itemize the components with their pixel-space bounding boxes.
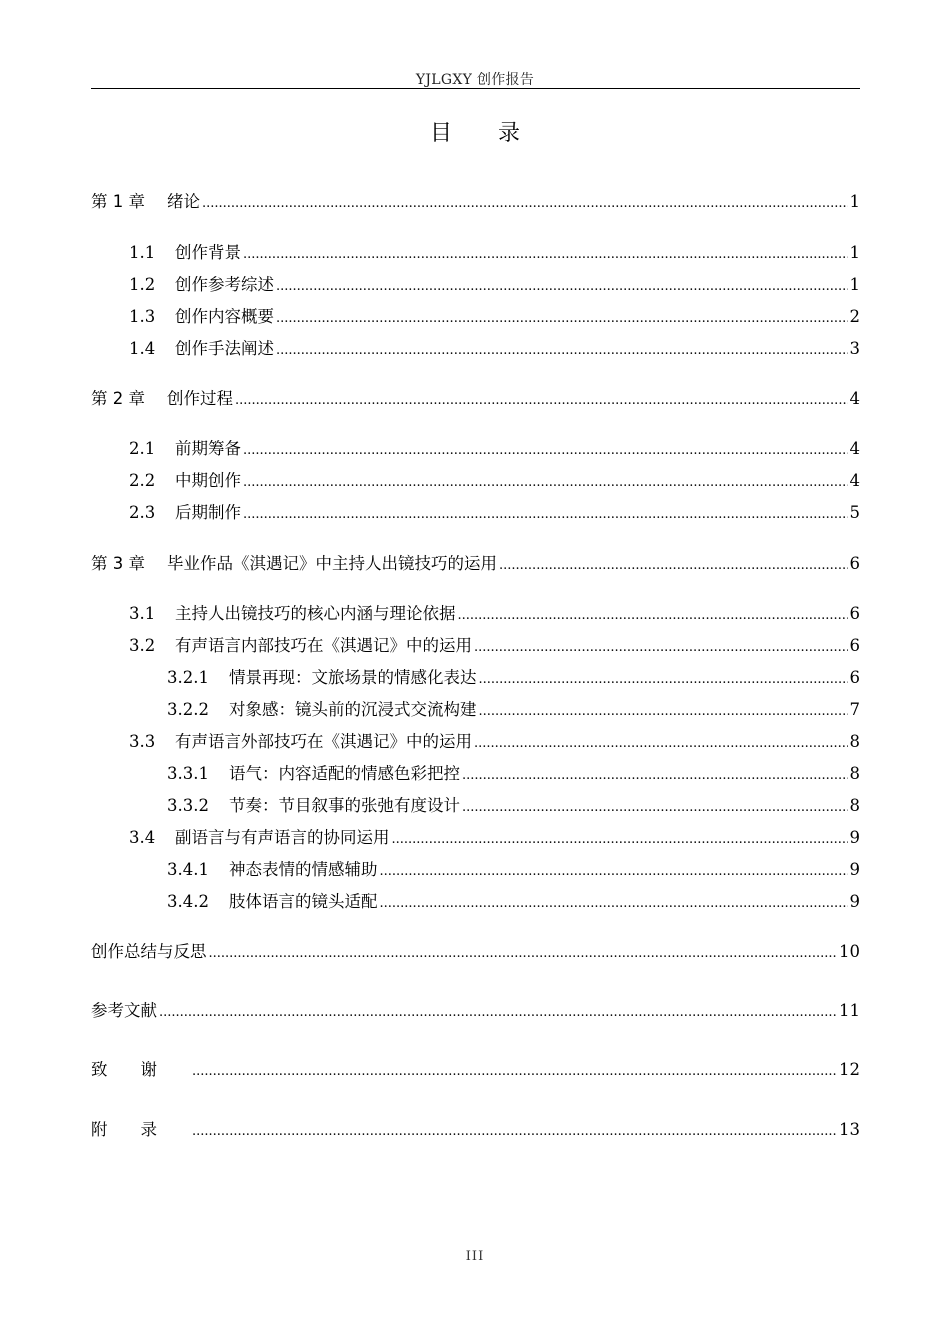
header-rule [91, 88, 860, 89]
toc-entry-title: 创作总结与反思 [91, 942, 207, 961]
toc-dot-leader [159, 1001, 837, 1025]
toc-entry[interactable] [167, 666, 860, 690]
toc-entry[interactable] [129, 634, 860, 658]
toc-entry-number: 3.2 [129, 636, 156, 655]
toc-entry-title: 毕业作品《淇遇记》中主持人出镜技巧的运用 [167, 554, 497, 573]
toc-dot-leader [458, 604, 848, 628]
toc-entry-page: 12 [839, 1060, 860, 1079]
toc-entry-title: 附录 [91, 1120, 190, 1139]
toc-dot-leader [276, 275, 848, 299]
toc-dot-leader [479, 668, 848, 692]
toc-entry-title: 有声语言内部技巧在《淇遇记》中的运用 [175, 636, 472, 655]
toc-entry[interactable] [129, 469, 860, 493]
toc-entry-title: 中期创作 [175, 471, 241, 490]
toc-dot-leader [380, 892, 848, 916]
toc-entry-number: 2.1 [129, 439, 156, 458]
toc-entry-title: 绪论 [167, 192, 200, 211]
toc-dot-leader [474, 636, 848, 660]
toc-entry-title: 前期筹备 [175, 439, 241, 458]
toc-dot-leader [276, 339, 848, 363]
toc-entry-number: 3.3.1 [167, 764, 209, 783]
toc-entry[interactable] [91, 1058, 860, 1082]
toc-entry[interactable] [167, 858, 860, 882]
toc-entry-number: 3.4.1 [167, 860, 209, 879]
toc-entry-number: 2.2 [129, 471, 156, 490]
toc-dot-leader [479, 700, 848, 724]
toc-entry-page: 9 [849, 828, 860, 847]
toc-dot-leader [235, 389, 848, 413]
toc-entry-page: 2 [849, 307, 860, 326]
toc-dot-leader [209, 942, 838, 966]
toc-dot-leader [474, 732, 848, 756]
toc-entry-page: 9 [849, 860, 860, 879]
toc-entry[interactable] [91, 1118, 860, 1142]
toc-entry-page: 6 [849, 636, 860, 655]
header-text: YJLGXY 创作报告 [415, 72, 535, 88]
toc-entry-page: 10 [839, 942, 860, 961]
toc-entry[interactable] [167, 890, 860, 914]
toc-entry-number: 3.4 [129, 828, 156, 847]
toc-entry-number: 1.2 [129, 275, 156, 294]
toc-entry-title: 语气：内容适配的情感色彩把控 [229, 764, 460, 783]
toc-entry-page: 6 [849, 604, 860, 623]
toc-dot-leader [499, 554, 848, 578]
toc-entry-title: 主持人出镜技巧的核心内涵与理论依据 [175, 604, 456, 623]
toc-entry-page: 8 [849, 764, 860, 783]
toc-entry-title: 致谢 [91, 1060, 190, 1079]
toc-dot-leader [380, 860, 848, 884]
toc-entry[interactable] [129, 241, 860, 265]
toc-entry[interactable] [91, 552, 860, 576]
toc-entry-number: 第 1 章 [91, 192, 145, 211]
toc-dot-leader [202, 192, 848, 216]
toc-entry-title: 肢体语言的镜头适配 [229, 892, 378, 911]
toc-entry[interactable] [91, 999, 860, 1023]
toc-entry-title: 创作手法阐述 [175, 339, 274, 358]
toc-entry-title: 副语言与有声语言的协同运用 [175, 828, 390, 847]
toc-entry-page: 1 [849, 275, 860, 294]
toc-entry-number: 3.1 [129, 604, 156, 623]
toc-entry-page: 13 [839, 1120, 860, 1139]
footer-page-number: III [465, 1249, 485, 1264]
toc-entry-number: 第 3 章 [91, 554, 145, 573]
toc-dot-leader [243, 503, 848, 527]
toc-entry-page: 4 [849, 389, 860, 408]
toc-entry[interactable] [167, 794, 860, 818]
toc-entry-number: 3.2.2 [167, 700, 209, 719]
toc-dot-leader [392, 828, 848, 852]
toc-dot-leader [243, 439, 848, 463]
toc-entry-page: 11 [839, 1001, 860, 1020]
toc-dot-leader [276, 307, 848, 331]
toc-entry-title: 后期制作 [175, 503, 241, 522]
toc-entry-page: 4 [849, 439, 860, 458]
toc-entry-page: 8 [849, 732, 860, 751]
toc-entry-page: 6 [849, 554, 860, 573]
toc-entry[interactable] [91, 387, 860, 411]
toc-entry-number: 3.2.1 [167, 668, 209, 687]
toc-entry-number: 1.1 [129, 243, 156, 262]
toc-entry-page: 1 [849, 192, 860, 211]
toc-entry-number: 2.3 [129, 503, 156, 522]
toc-entry[interactable] [129, 337, 860, 361]
toc-entry[interactable] [129, 730, 860, 754]
toc-entry-title: 节奏：节目叙事的张弛有度设计 [229, 796, 460, 815]
toc-entry[interactable] [167, 762, 860, 786]
toc-entry-title: 创作过程 [167, 389, 233, 408]
toc-entry-number: 1.3 [129, 307, 156, 326]
toc-entry-title: 对象感：镜头前的沉浸式交流构建 [229, 700, 477, 719]
toc-entry-title: 神态表情的情感辅助 [229, 860, 378, 879]
toc-entry-number: 3.3.2 [167, 796, 209, 815]
toc-dot-leader [462, 764, 848, 788]
toc-dot-leader [192, 1120, 837, 1144]
toc-entry[interactable] [91, 940, 860, 964]
toc-entry-page: 4 [849, 471, 860, 490]
toc-entry[interactable] [129, 437, 860, 461]
toc-entry-title: 参考文献 [91, 1001, 157, 1020]
toc-dot-leader [243, 471, 848, 495]
toc-entry-page: 5 [849, 503, 860, 522]
toc-entry-number: 3.4.2 [167, 892, 209, 911]
toc-entry[interactable] [129, 273, 860, 297]
toc-entry[interactable] [129, 602, 860, 626]
toc-entry-title: 创作背景 [175, 243, 241, 262]
toc-entry-page: 3 [849, 339, 860, 358]
toc-entry-title: 创作参考综述 [175, 275, 274, 294]
toc-dot-leader [192, 1060, 837, 1084]
toc-entry-page: 8 [849, 796, 860, 815]
toc-entry[interactable] [167, 698, 860, 722]
toc-dot-leader [462, 796, 848, 820]
toc-entry[interactable] [91, 190, 860, 214]
toc-entry-number: 第 2 章 [91, 389, 145, 408]
toc-title: 目录 [429, 121, 566, 146]
toc-entry-number: 1.4 [129, 339, 156, 358]
toc-entry-page: 6 [849, 668, 860, 687]
toc-entry-title: 创作内容概要 [175, 307, 274, 326]
toc-entry-title: 情景再现：文旅场景的情感化表达 [229, 668, 477, 687]
toc-entry-page: 7 [849, 700, 860, 719]
toc-dot-leader [243, 243, 848, 267]
toc-entry-page: 1 [849, 243, 860, 262]
toc-entry-number: 3.3 [129, 732, 156, 751]
toc-entry-page: 9 [849, 892, 860, 911]
toc-entry[interactable] [129, 826, 860, 850]
toc-entry-title: 有声语言外部技巧在《淇遇记》中的运用 [175, 732, 472, 751]
toc-entry[interactable] [129, 501, 860, 525]
toc-entry[interactable] [129, 305, 860, 329]
